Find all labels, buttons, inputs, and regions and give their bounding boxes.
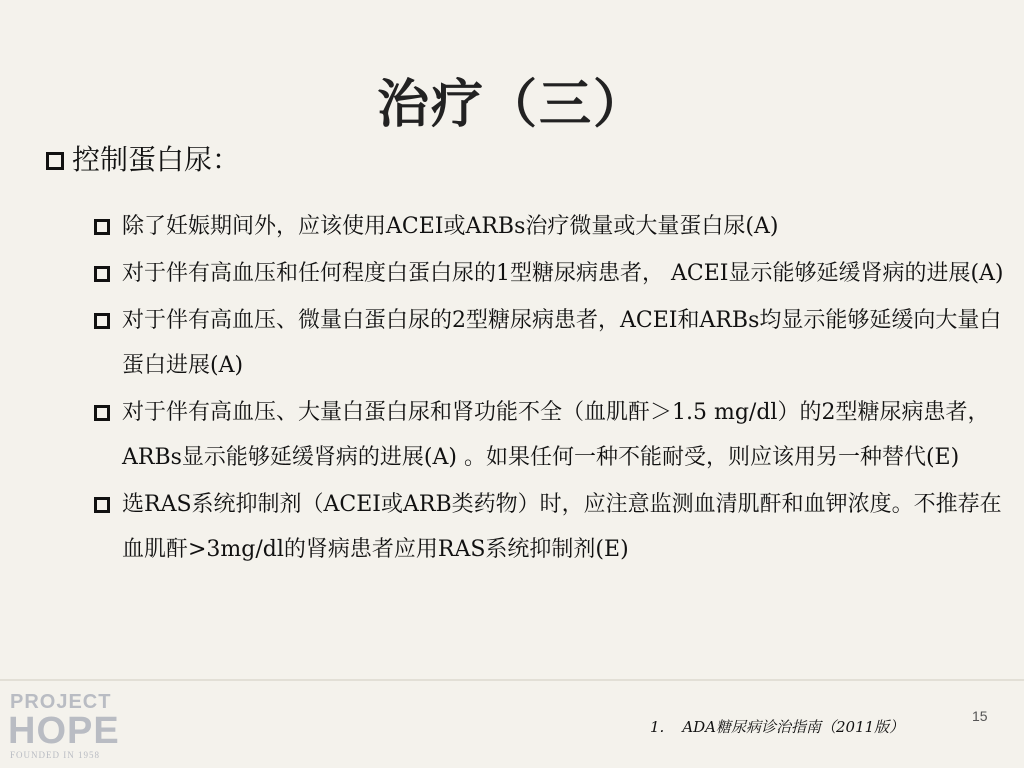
list-item-text: 对于伴有高血压、微量白蛋白尿的2型糖尿病患者，ACEI和ARBs均显示能够延缓向大量白蛋白进展(A) bbox=[122, 308, 1002, 378]
svg-text:PROJECT: PROJECT bbox=[10, 691, 112, 713]
svg-text:FOUNDED IN 1958: FOUNDED IN 1958 bbox=[10, 750, 100, 760]
square-bullet-icon bbox=[94, 313, 110, 329]
list-item-text: 选RAS系统抑制剂（ACEI或ARB类药物）时，应注意监测血清肌酐和血钾浓度。不推荐在血肌酐>3mg/dl的肾病患者应用RAS系统抑制剂(E) bbox=[122, 492, 1002, 562]
reference-text: ADA糖尿病诊治指南（2011版） bbox=[682, 718, 905, 736]
list-item-text: 除了妊娠期间外，应该使用ACEI或ARBs治疗微量或大量蛋白尿(A) bbox=[122, 214, 779, 239]
slide-title: 治疗（三） bbox=[376, 75, 647, 135]
square-bullet-icon bbox=[94, 497, 110, 513]
footer-divider bbox=[0, 679, 1024, 681]
list-item bbox=[94, 251, 1014, 296]
square-bullet-icon bbox=[46, 152, 64, 170]
reference-citation bbox=[650, 716, 904, 737]
square-bullet-icon bbox=[94, 405, 110, 421]
reference-number: 1. bbox=[650, 718, 665, 736]
bullet-list bbox=[94, 204, 1014, 574]
list-item bbox=[94, 204, 1014, 249]
list-item-text: 对于伴有高血压、大量白蛋白尿和肾功能不全（血肌酐＞1.5 mg/dl）的2型糖尿病患者，ARBs显示能够延缓肾病的进展(A) 。如果任何一种不能耐受，则应该用另一种替代(E) bbox=[122, 400, 990, 470]
list-item-text: 对于伴有高血压和任何程度白蛋白尿的1型糖尿病患者， ACEI显示能够延缓肾病的进展(A) bbox=[122, 261, 1004, 286]
page-number: 15 bbox=[972, 708, 988, 724]
svg-text:HOPE: HOPE bbox=[8, 710, 120, 752]
list-item bbox=[94, 482, 1014, 572]
square-bullet-icon bbox=[94, 266, 110, 282]
list-item bbox=[94, 298, 1014, 388]
square-bullet-icon bbox=[94, 219, 110, 235]
section-heading bbox=[46, 140, 240, 180]
list-item bbox=[94, 390, 1014, 480]
section-heading-text: 控制蛋白尿： bbox=[72, 143, 241, 176]
project-hope-logo bbox=[6, 688, 130, 762]
